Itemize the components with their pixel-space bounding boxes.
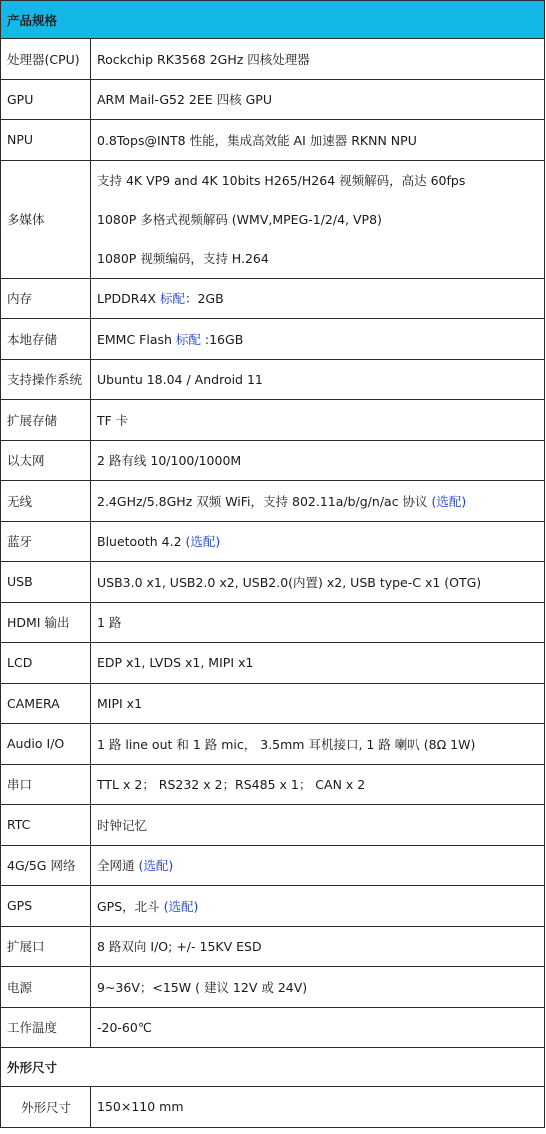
option-tag: 标配 <box>175 331 201 347</box>
spec-row <box>1 602 545 643</box>
spec-value <box>91 359 545 400</box>
spec-row <box>1 400 545 441</box>
spec-label: RTC <box>1 805 91 846</box>
spec-row <box>1 643 545 684</box>
spec-value-text: 1 路 line out 和 1 路 mic， 3.5mm 耳机接口, 1 路 喇叭 (8Ω 1W) <box>97 736 476 752</box>
spec-value-line: 1080P 视频编码，支持 H.264 <box>97 250 269 266</box>
spec-label: GPU <box>1 79 91 120</box>
spec-label: 扩展存储 <box>1 400 91 441</box>
table-header-row <box>1 1 545 39</box>
spec-row <box>1 562 545 603</box>
spec-row <box>1 805 545 846</box>
spec-row <box>1 278 545 319</box>
spec-row <box>1 359 545 400</box>
spec-label: 支持操作系统 <box>1 359 91 400</box>
spec-value <box>91 805 545 846</box>
spec-row <box>1 1007 545 1048</box>
spec-label: USB <box>1 562 91 603</box>
spec-value-text: ARM Mail-G52 2EE 四核 GPU <box>97 92 272 108</box>
spec-label: LCD <box>1 643 91 684</box>
spec-label: 4G/5G 网络 <box>1 845 91 886</box>
spec-value <box>91 724 545 765</box>
spec-value-text: 1 路 <box>97 615 122 631</box>
spec-row <box>1 39 545 80</box>
spec-value-text: Ubuntu 18.04 / Android 11 <box>97 371 263 387</box>
spec-value <box>91 1007 545 1048</box>
spec-label: 扩展口 <box>1 926 91 967</box>
spec-label: Audio I/O <box>1 724 91 765</box>
spec-label: 蓝牙 <box>1 521 91 562</box>
spec-value-text: USB3.0 x1, USB2.0 x2, USB2.0(内置) x2, USB type-C x1 (OTG) <box>97 574 482 590</box>
spec-label: 串口 <box>1 764 91 805</box>
spec-value: 150×110 mm <box>91 1087 545 1128</box>
spec-value-text: Rockchip RK3568 2GHz 四核处理器 <box>97 51 310 67</box>
spec-value <box>91 481 545 522</box>
option-tag: (选配) <box>138 858 174 874</box>
spec-label: 内存 <box>1 278 91 319</box>
spec-row <box>1 521 545 562</box>
spec-value-text: 8 路双向 I/O; +/- 15KV ESD <box>97 939 262 955</box>
spec-value-text: Bluetooth 4.2 <box>97 534 186 550</box>
spec-row <box>1 440 545 481</box>
option-tag: 标配 <box>159 291 185 307</box>
spec-value <box>91 683 545 724</box>
spec-label: 外形尺寸 <box>1 1087 91 1128</box>
spec-label: CAMERA <box>1 683 91 724</box>
spec-row <box>1 967 545 1008</box>
spec-label: 本地存储 <box>1 319 91 360</box>
spec-value-text: LPDDR4X <box>97 291 160 307</box>
spec-value-text: TF 卡 <box>97 412 129 428</box>
spec-row <box>1 683 545 724</box>
spec-value <box>91 521 545 562</box>
spec-value <box>91 562 545 603</box>
spec-row <box>1 120 545 161</box>
spec-value <box>91 643 545 684</box>
spec-row <box>1 724 545 765</box>
spec-value <box>91 278 545 319</box>
spec-label: NPU <box>1 120 91 161</box>
spec-value <box>91 886 545 927</box>
spec-value-text: EDP x1, LVDS x1, MIPI x1 <box>97 655 254 671</box>
spec-label: 以太网 <box>1 440 91 481</box>
spec-value-text: 时钟记忆 <box>97 817 148 833</box>
spec-value <box>91 160 545 278</box>
spec-value <box>91 845 545 886</box>
spec-value-text: 全网通 <box>97 858 139 874</box>
spec-value-text: EMMC Flash <box>97 331 176 347</box>
spec-label: 电源 <box>1 967 91 1008</box>
spec-value <box>91 79 545 120</box>
option-tag: (选配) <box>163 898 199 914</box>
spec-value <box>91 926 545 967</box>
spec-row <box>1 1087 545 1128</box>
spec-value <box>91 764 545 805</box>
section-title: 外形尺寸 <box>1 1048 545 1087</box>
option-tag: (选配) <box>431 493 467 509</box>
spec-value-text: MIPI x1 <box>97 695 143 711</box>
spec-label: 无线 <box>1 481 91 522</box>
spec-label: GPS <box>1 886 91 927</box>
spec-row <box>1 764 545 805</box>
spec-row <box>1 845 545 886</box>
spec-label: HDMI 输出 <box>1 602 91 643</box>
spec-value <box>91 400 545 441</box>
spec-value-suffix: ：2GB <box>184 291 224 307</box>
spec-value-suffix: :16GB <box>200 331 244 347</box>
spec-value <box>91 120 545 161</box>
spec-label: 多媒体 <box>1 160 91 278</box>
spec-value-text: TTL x 2； RS232 x 2；RS485 x 1； CAN x 2 <box>97 777 366 793</box>
spec-label: 处理器(CPU) <box>1 39 91 80</box>
spec-value-text: GPS，北斗 <box>97 898 164 914</box>
spec-value <box>91 39 545 80</box>
spec-value-text: 2 路有线 10/100/1000M <box>97 453 242 469</box>
spec-value-line: 支持 4K VP9 and 4K 10bits H265/H264 视频解码，高达 60fps <box>97 172 466 188</box>
spec-label: 工作温度 <box>1 1007 91 1048</box>
spec-value <box>91 967 545 1008</box>
spec-row <box>1 160 545 278</box>
spec-value-line: 1080P 多格式视频解码 (WMV,MPEG-1/2/4, VP8) <box>97 211 382 227</box>
spec-row <box>1 481 545 522</box>
spec-value-text: 9~36V；<15W ( 建议 12V 或 24V) <box>97 979 308 995</box>
spec-row <box>1 886 545 927</box>
spec-value <box>91 440 545 481</box>
spec-value <box>91 319 545 360</box>
spec-value <box>91 602 545 643</box>
spec-value-text: -20-60℃ <box>97 1019 152 1035</box>
spec-value-text: 0.8Tops@INT8 性能，集成高效能 AI 加速器 RKNN NPU <box>97 132 417 148</box>
section-header-row <box>1 1048 545 1087</box>
spec-row <box>1 926 545 967</box>
spec-row <box>1 319 545 360</box>
option-tag: (选配) <box>185 534 221 550</box>
spec-row <box>1 79 545 120</box>
table-title: 产品规格 <box>1 1 545 39</box>
spec-value-text: 2.4GHz/5.8GHz 双频 WiFi，支持 802.11a/b/g/n/ac 协议 <box>97 493 432 509</box>
